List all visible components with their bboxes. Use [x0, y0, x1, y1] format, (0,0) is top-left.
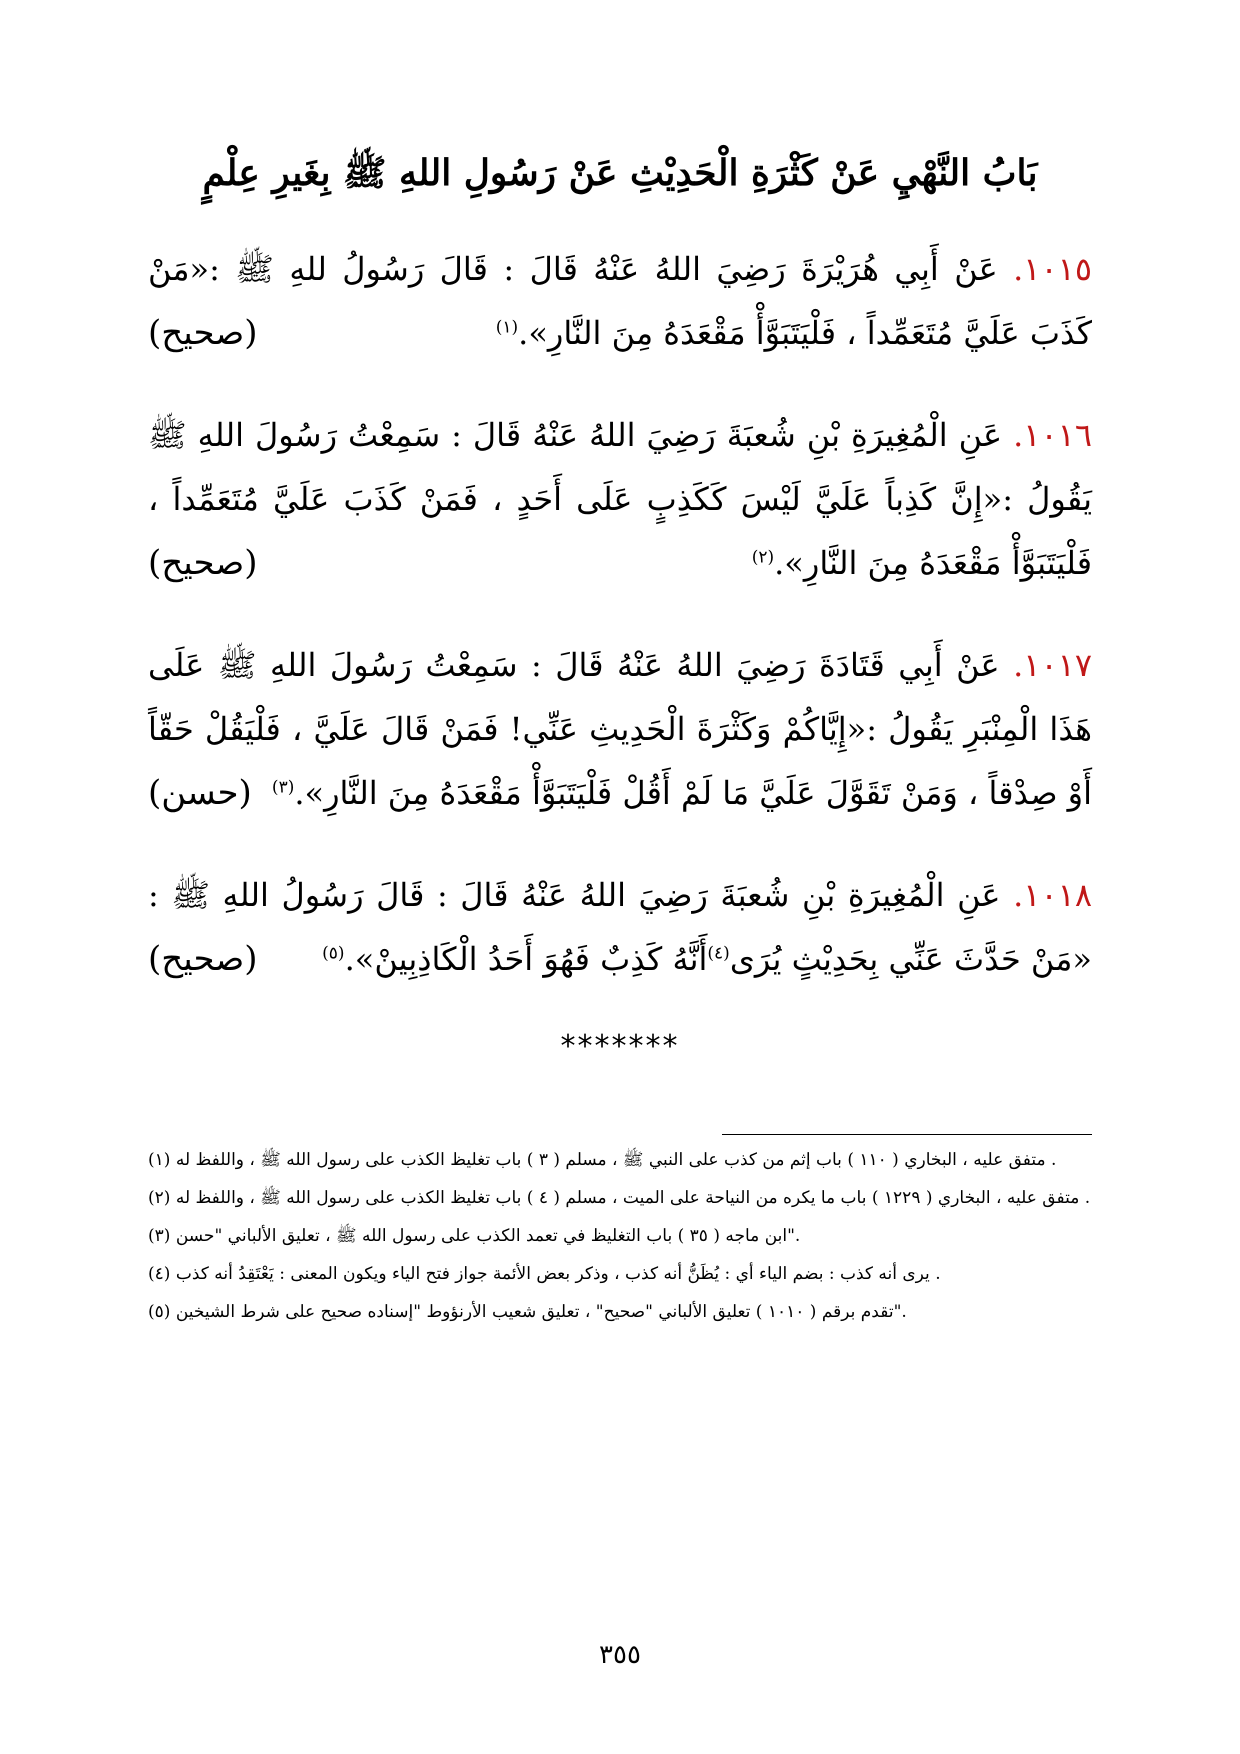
hadith-1015 — [148, 237, 1092, 365]
footnote-ref[interactable]: (١) — [495, 317, 519, 338]
footnote-ref[interactable]: (٤) — [707, 943, 730, 964]
hadith-grade: (حسن) — [148, 772, 252, 813]
footnote-4: (٤) يرى أنه كذب : بضم الياء أي : يُظَنُّ أنه كذب ، وذكر بعض الأئمة جواز فتح الياء ويكون المعنى : يَعْتَقِدُ أنه كذب . — [148, 1264, 941, 1284]
hadith-grade: (صحيح) — [148, 542, 258, 583]
hadith-text: عَنِ الْمُغِيرَةِ بْنِ شُعبَةَ رَضِيَ اللهُ عَنْهُ قَالَ : قَالَ رَسُولُ اللهِ ﷺ : «مَنْ حَدَّثَ عَنِّي بِحَدِيْثٍ يُرَى — [148, 875, 1092, 978]
footnote-divider — [722, 1134, 1092, 1135]
footnote-ref[interactable]: (٣) — [271, 777, 295, 798]
hadith-text: عَنْ أَبِي قَتَادَةَ رَضِيَ اللهُ عَنْهُ قَالَ : سَمِعْتُ رَسُولَ اللهِ ﷺ عَلَى هَذَا الْمِنْبَرِ يَقُولُ :«إِيَّاكُمْ وَكَثْرَةَ الْحَدِيثِ عَنِّي! فَمَنْ قَالَ عَلَيَّ ، فَلْيَقُلْ حَقّاً أَوْ صِدْقاً ، وَمَنْ تَقَوَّلَ عَلَيَّ مَا لَمْ أَقُلْ فَلْيَتَبَوَّأْ مَقْعَدَهُ مِنَ النَّارِ». — [148, 645, 1092, 812]
footnote-3: (٣) ابن ماجه ( ٣٥ ) باب التغليظ في تعمد الكذب على رسول الله ﷺ ، تعليق الألباني "حسن". — [148, 1226, 801, 1246]
footnote-ref[interactable]: (٥) — [322, 943, 345, 964]
hadith-number: ١٠١٨. — [1013, 875, 1093, 914]
footnote-1: (١) متفق عليه ، البخاري ( ١١٠ ) باب إثم من كذب على النبي ﷺ ، مسلم ( ٣ ) باب تغليظ الكذب على رسول الله ﷺ ، واللفظ له . — [148, 1150, 1057, 1170]
hadith-1017 — [148, 633, 1092, 825]
footnote-5: (٥) تقدم برقم ( ١٠١٠ ) تعليق الألباني "صحيح" ، تعليق شعيب الأرنؤوط "إسناده صحيح على شرط الشيخين". — [148, 1302, 907, 1322]
footnotes — [148, 1144, 1092, 1334]
hadith-text: عَنِ الْمُغِيرَةِ بْنِ شُعبَةَ رَضِيَ اللهُ عَنْهُ قَالَ : سَمِعْتُ رَسُولَ اللهِ ﷺ يَقُولُ :«إِنَّ كَذِباً عَلَيَّ لَيْسَ كَكَذِبٍ عَلَى أَحَدٍ ، فَمَنْ كَذَبَ عَلَيَّ مُتَعَمِّداً ، فَلْيَتَبَوَّأْ مَقْعَدَهُ مِنَ النَّارِ». — [148, 415, 1092, 582]
hadith-text: عَنْ أَبِي هُرَيْرَةَ رَضِيَ اللهُ عَنْهُ قَالَ : قَالَ رَسُولُ للهِ ﷺ :«مَنْ كَذَبَ عَلَيَّ مُتَعَمِّداً ، فَلْيَتَبَوَّأْ مَقْعَدَهُ مِنَ النَّارِ». — [148, 249, 1092, 352]
hadith-1018 — [148, 863, 1092, 991]
page-number: ٣٥٥ — [599, 1640, 641, 1670]
chapter-title: بَابُ النَّهْيِ عَنْ كَثْرَةِ الْحَدِيْثِ عَنْ رَسُولِ اللهِ ﷺ بِغَيرِ عِلْمٍ — [202, 152, 1038, 194]
hadith-grade: (صحيح) — [148, 938, 258, 979]
hadith-1016 — [148, 403, 1092, 595]
hadith-number: ١٠١٧. — [1013, 645, 1093, 684]
hadith-grade: (صحيح) — [148, 312, 258, 353]
footnote-2: (٢) متفق عليه ، البخاري ( ١٢٢٩ ) باب ما يكره من النياحة على الميت ، مسلم ( ٤ ) باب تغليظ الكذب على رسول الله ﷺ ، واللفظ له . — [148, 1188, 1091, 1208]
hadith-number: ١٠١٥. — [1013, 249, 1093, 288]
hadith-text-continued: أَنَّهُ كَذِبٌ فَهُوَ أَحَدُ الْكَاذِبِينْ». — [344, 939, 708, 978]
footnote-ref[interactable]: (٢) — [751, 547, 775, 568]
hadith-number: ١٠١٦. — [1013, 415, 1093, 454]
section-separator: ******* — [560, 1028, 680, 1064]
